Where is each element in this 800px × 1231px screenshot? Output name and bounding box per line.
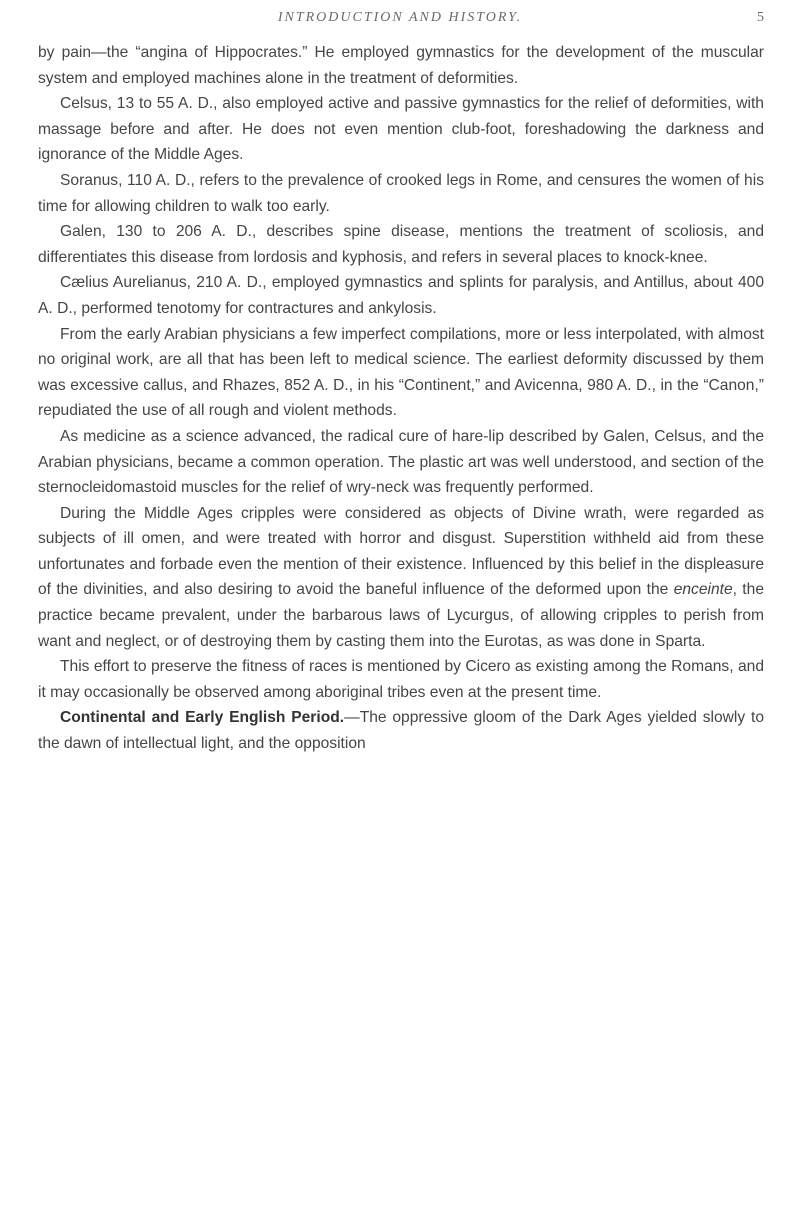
paragraph-8-italic-term: enceinte — [673, 581, 733, 599]
section-text: —The oppressive gloom of the Dark Ages yielded slowly to the dawn of intellectual light, and the opposition — [38, 709, 764, 753]
running-title: INTRODUCTION AND HISTORY. — [277, 10, 523, 25]
paragraph-9: This effort to preserve the fitness of races is mentioned by Cicero as existing among the Romans, and it may occasionally be observed among aboriginal tribes even at the present time. — [38, 658, 764, 701]
page-number: 5 — [757, 10, 764, 25]
paragraph-8-tail: , the practice became prevalent, under the barbarous laws of Lycurgus, of allowing cripples to perish from want and neglect, or of destroying them by casting them into the Eurotas, as was done in Sparta. — [38, 581, 764, 650]
section-paragraph — [38, 705, 764, 756]
paragraph-1: by pain—the “angina of Hippocrates.” He employed gymnastics for the development of the muscular system and employed machines alone in the treatment of deformities. — [38, 44, 764, 87]
paragraph-8-text: During the Middle Ages cripples were considered as objects of Divine wrath, were regarded as subjects of ill omen, and were treated with horror and disgust. Superstition withheld aid from these unfortunates and forbade even the mention of their existence. Influenced by this belief in the displeasure of the divinities, and also desiring to avoid the baneful influence of the deformed upon the — [38, 504, 764, 599]
paragraph-7: As medicine as a science advanced, the radical cure of hare-lip described by Galen, Celsus, and the Arabian physicians, became a common operation. The plastic art was well understood, and section of the sternocleidomastoid muscles for the relief of wry-neck was frequently performed. — [38, 427, 764, 497]
paragraph-2: Celsus, 13 to 55 A. D., also employed active and passive gymnastics for the relief of deformities, with massage before and after. He does not even mention club-foot, foreshadowing the darkness and ignorance of the Middle Ages. — [38, 95, 764, 164]
paragraph-5: Cælius Aurelianus, 210 A. D., employed gymnastics and splints for paralysis, and Antillus, about 400 A. D., performed tenotomy for contractures and ankylosis. — [38, 274, 764, 317]
section-heading: Continental and Early English Period. — [60, 709, 345, 727]
paragraph-4: Galen, 130 to 206 A. D., describes spine disease, mentions the treatment of scoliosis, and differentiates this disease from lordosis and kyphosis, and refers in several places to knock-knee. — [38, 223, 764, 266]
running-head — [0, 10, 800, 34]
paragraph-3: Soranus, 110 A. D., refers to the prevalence of crooked legs in Rome, and censures the women of his time for allowing children to walk too early. — [38, 171, 764, 215]
paragraph-6: From the early Arabian physicians a few imperfect compilations, more or less interpolated, with almost no original work, are all that has been left to medical science. The earliest deformity discussed by them was excessive callus, and Rhazes, 852 A. D., in his “Continent,” and Avicenna, 980 A. D., in the “Canon,” repudiated the use of all rough and violent methods. — [38, 325, 764, 420]
body-text — [38, 40, 764, 757]
paragraph-8 — [38, 501, 764, 655]
